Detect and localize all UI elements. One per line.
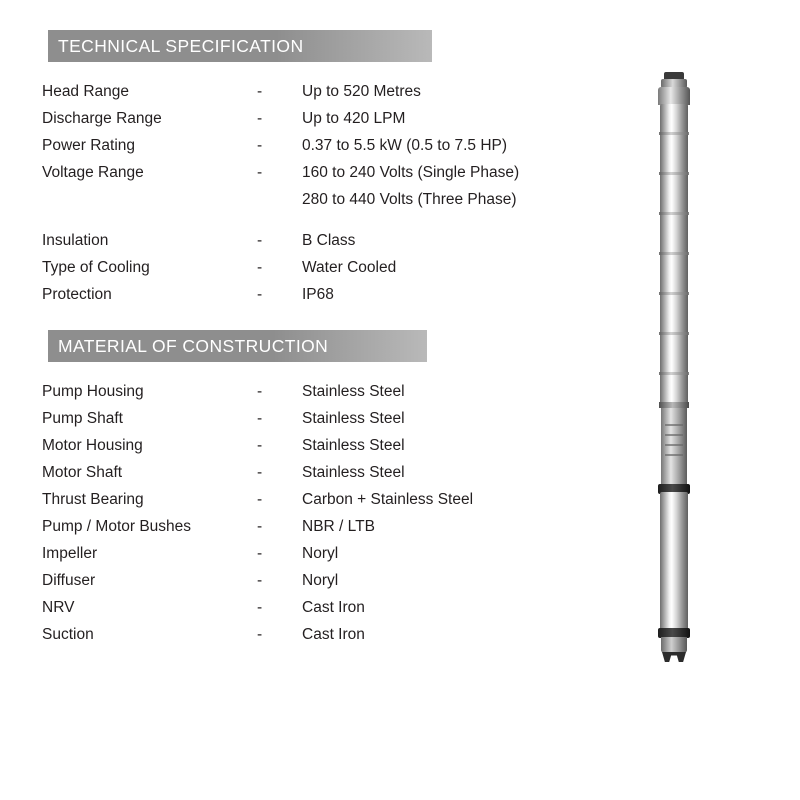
row-dash: - (257, 110, 263, 127)
row-dash: - (257, 599, 263, 616)
material-of-construction-block (42, 330, 632, 648)
pump-stage-ring (659, 132, 689, 135)
row-dash: - (257, 286, 263, 303)
pump-neck (658, 87, 690, 105)
row-value: Cast Iron (302, 626, 365, 643)
row-value: Cast Iron (302, 599, 365, 616)
row-dash: - (257, 464, 263, 481)
row-value: Water Cooled (302, 259, 397, 276)
pump-stage-ring (659, 252, 689, 255)
table-row (42, 486, 632, 513)
table-row (42, 459, 632, 486)
row-label: Pump Housing (42, 383, 144, 400)
row-value: 280 to 440 Volts (Three Phase) (302, 191, 517, 208)
row-dash: - (257, 626, 263, 643)
material-of-construction-title: MATERIAL OF CONSTRUCTION (58, 335, 329, 356)
row-value: B Class (302, 232, 356, 249)
row-label: Pump Shaft (42, 410, 123, 427)
row-label: Diffuser (42, 572, 96, 589)
technical-specification-table (42, 78, 632, 308)
row-dash: - (257, 83, 263, 100)
table-row-continuation (42, 186, 632, 213)
table-row (42, 159, 632, 186)
pump-stage-ring (659, 332, 689, 335)
pump-suction-slot (665, 444, 683, 446)
row-value: Stainless Steel (302, 410, 405, 427)
row-label: Thrust Bearing (42, 491, 144, 508)
table-row (42, 105, 632, 132)
table-row (42, 281, 632, 308)
row-value: Noryl (302, 572, 339, 589)
row-spacer (42, 213, 632, 227)
row-dash: - (257, 259, 263, 276)
material-of-construction-header (42, 330, 427, 362)
pump-suction-slot (665, 434, 683, 436)
row-dash: - (257, 437, 263, 454)
pump-stage-ring (659, 172, 689, 175)
table-row (42, 227, 632, 254)
pump-stage-ring (659, 372, 689, 375)
row-label: Power Rating (42, 137, 136, 154)
row-dash: - (257, 545, 263, 562)
pump-suction-slot (665, 424, 683, 426)
table-row (42, 540, 632, 567)
row-value: Noryl (302, 545, 339, 562)
row-value: Stainless Steel (302, 464, 405, 481)
technical-specification-header (42, 30, 432, 62)
row-dash: - (257, 383, 263, 400)
table-row (42, 405, 632, 432)
row-dash: - (257, 491, 263, 508)
submersible-pump-image (648, 72, 700, 672)
row-label: Type of Cooling (42, 259, 150, 276)
table-row (42, 132, 632, 159)
row-dash: - (257, 137, 263, 154)
row-label: Motor Housing (42, 437, 143, 454)
technical-specification-block (42, 30, 632, 308)
row-label: Pump / Motor Bushes (42, 518, 192, 535)
motor-housing-body (660, 492, 688, 632)
row-dash: - (257, 232, 263, 249)
row-label: Voltage Range (42, 164, 144, 181)
row-dash: - (257, 518, 263, 535)
table-row (42, 567, 632, 594)
row-label: Discharge Range (42, 110, 162, 127)
pump-stage-ring (659, 212, 689, 215)
technical-specification-title: TECHNICAL SPECIFICATION (58, 35, 304, 56)
row-label: Protection (42, 286, 112, 303)
row-dash (257, 186, 302, 213)
row-value: Up to 520 Metres (302, 83, 421, 100)
row-value: Stainless Steel (302, 383, 405, 400)
row-dash: - (257, 164, 263, 181)
row-dash: - (257, 572, 263, 589)
row-value: Carbon + Stainless Steel (302, 491, 474, 508)
row-label (42, 186, 257, 213)
motor-end-cap (661, 637, 687, 653)
row-dash: - (257, 410, 263, 427)
row-value: 160 to 240 Volts (Single Phase) (302, 164, 520, 181)
row-label: Head Range (42, 83, 130, 100)
table-row (42, 621, 632, 648)
material-of-construction-table (42, 378, 632, 648)
table-row (42, 594, 632, 621)
row-label: Suction (42, 626, 94, 643)
row-value: IP68 (302, 286, 334, 303)
table-row (42, 254, 632, 281)
motor-stand-legs (662, 652, 686, 662)
row-label: Impeller (42, 545, 98, 562)
row-value: NBR / LTB (302, 518, 375, 535)
table-row (42, 378, 632, 405)
row-value: 0.37 to 5.5 kW (0.5 to 7.5 HP) (302, 137, 508, 154)
specification-content (42, 30, 632, 648)
pump-suction-section (661, 408, 687, 492)
table-row (42, 432, 632, 459)
pump-stage-ring (659, 292, 689, 295)
row-value: Stainless Steel (302, 437, 405, 454)
table-row (42, 78, 632, 105)
row-label: Insulation (42, 232, 109, 249)
row-label: NRV (42, 599, 75, 616)
table-row (42, 513, 632, 540)
pump-suction-slot (665, 454, 683, 456)
row-value: Up to 420 LPM (302, 110, 406, 127)
row-label: Motor Shaft (42, 464, 123, 481)
